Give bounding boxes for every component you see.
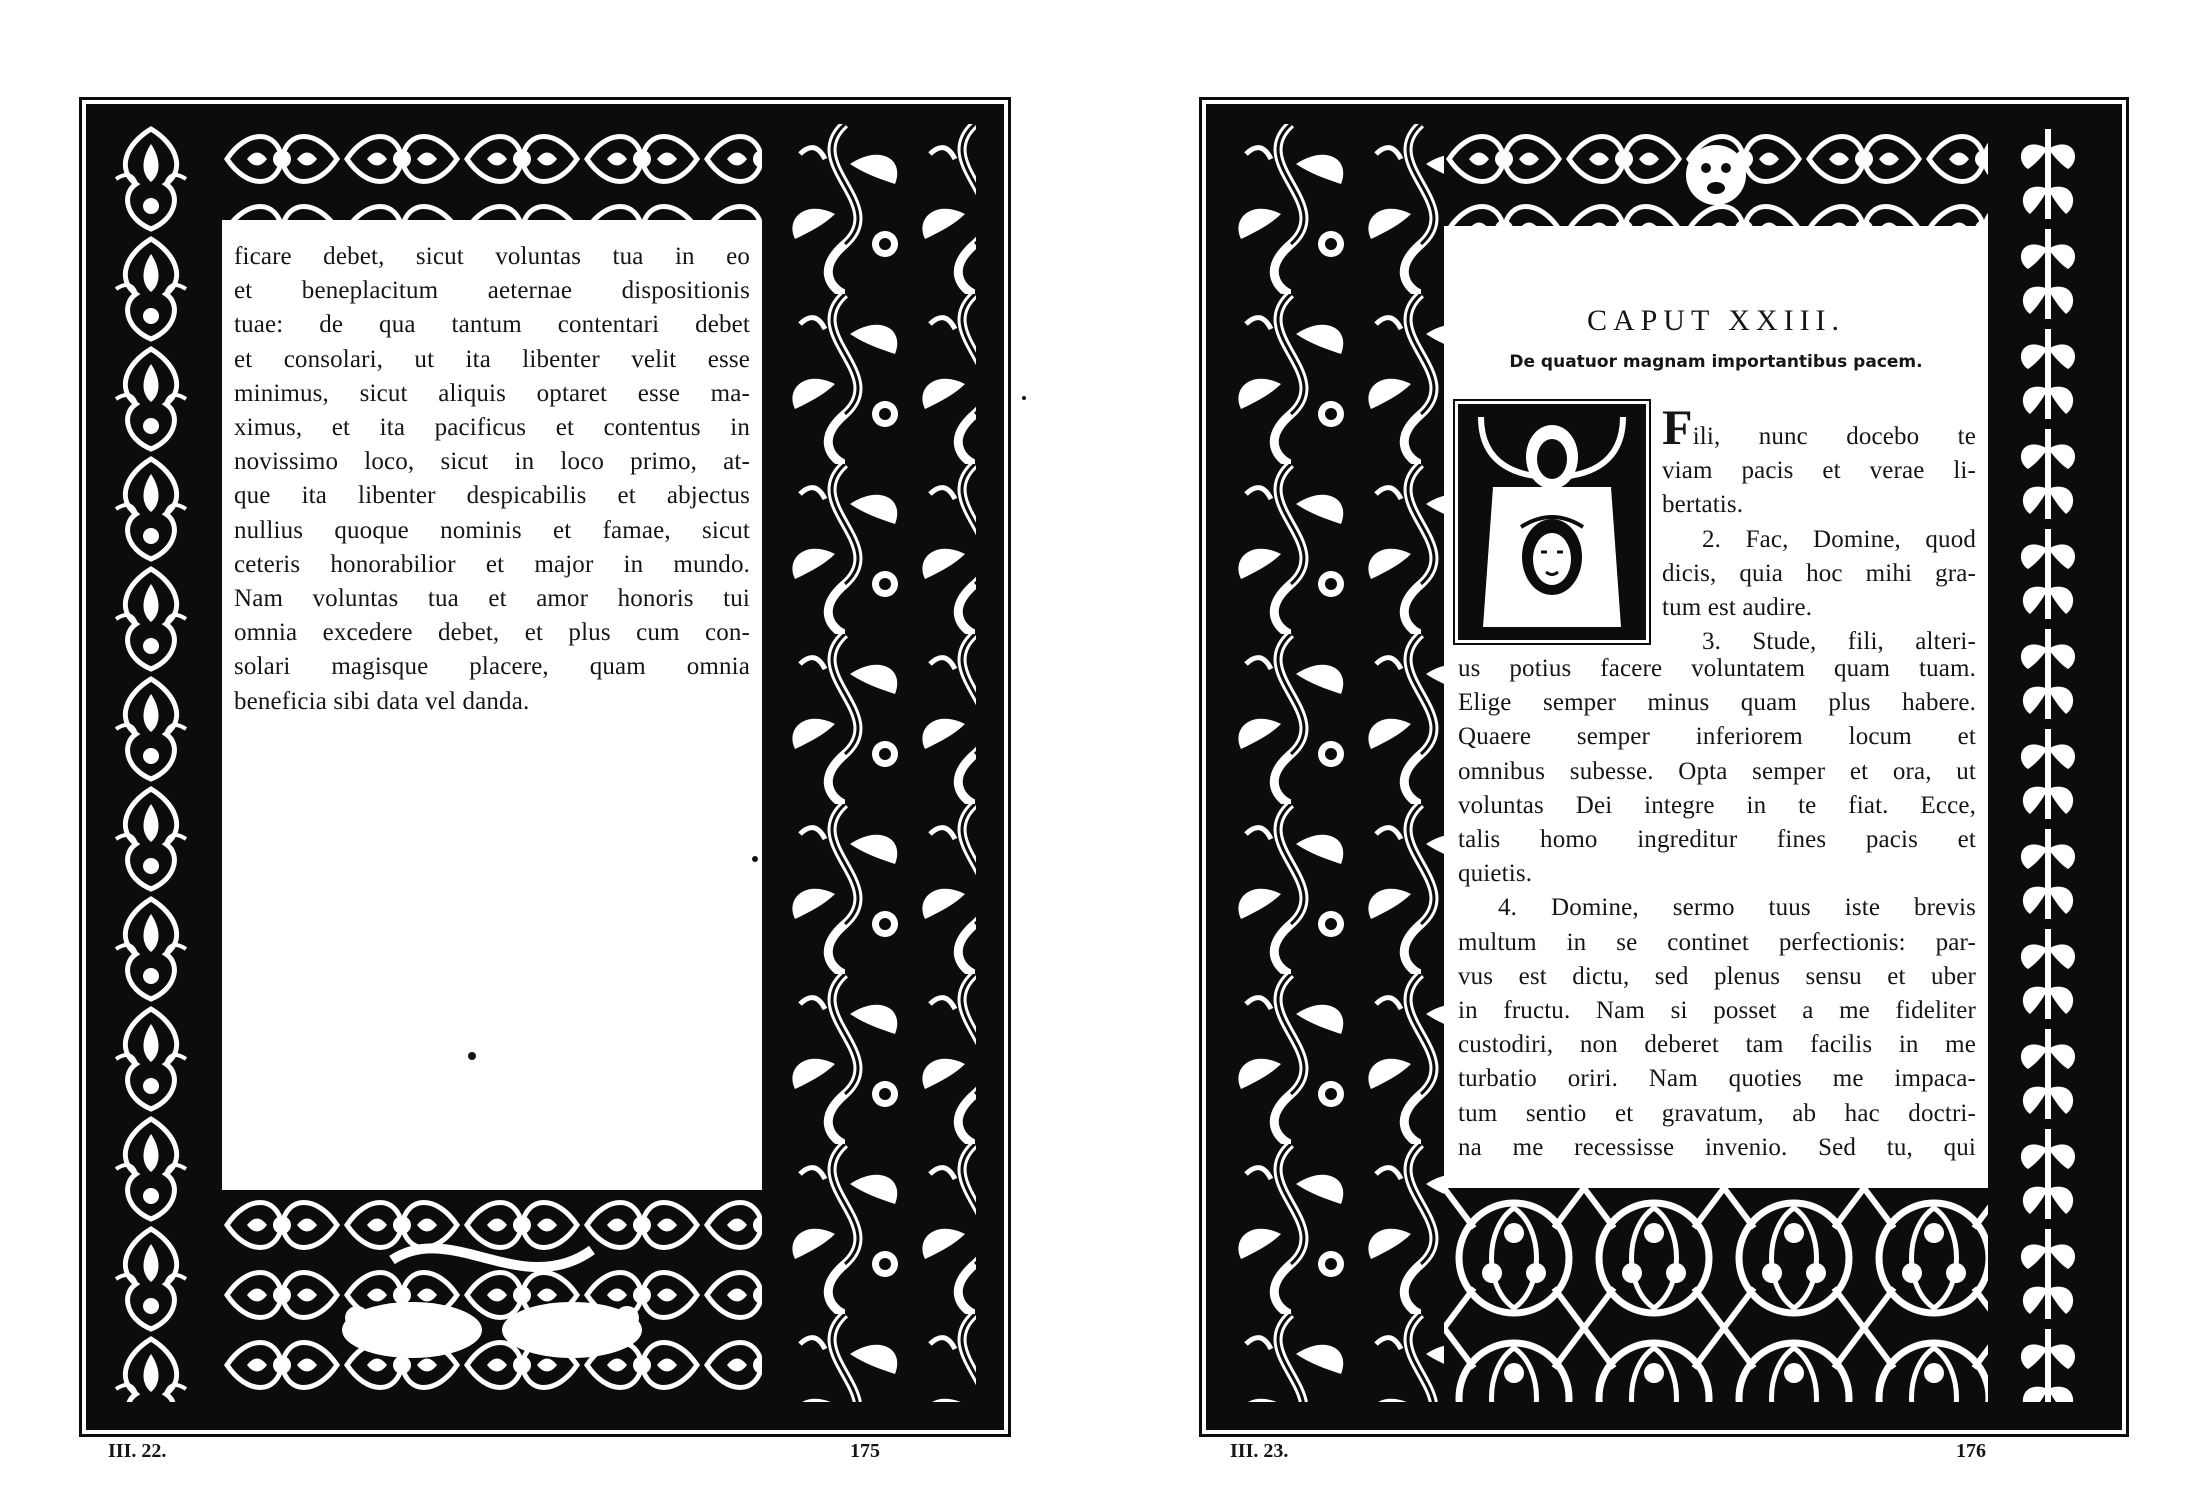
text-line: ficare debet, sicut voluntas tua in eo [234,243,750,270]
right-page [1098,0,2196,1500]
text-line: tum est audire. [1662,594,1813,622]
text-line: Nam voluntas tua et amor honoris tui [234,585,750,613]
birds-band-icon [222,1190,762,1402]
text-line: et beneplacitum aeternae dispositionis [234,277,750,305]
text-line: nullius quoque nominis et famae, sicut [234,516,750,544]
ink-speck [752,856,758,862]
text-line: voluntas Dei integre in te fiat. Ecce, [1458,791,1976,819]
text-line: tuae: de qua tantum contentari debet [234,311,750,339]
illuminated-initial [1458,404,1646,640]
text-line: in fructu. Nam si posset a me fideliter [1458,997,1976,1025]
right-body-text [1458,652,1976,1165]
text-span: ili, nunc docebo te [1692,423,1976,450]
text-line: que ita libenter despicabilis et abjectus [234,482,750,510]
running-head-left: III. 23. [1230,1440,1289,1462]
thistle-vine-icon [780,124,976,1402]
left-body-text [234,240,750,719]
text-line: bertatis. [1662,491,1744,519]
chapter-subtitle: De quatuor magnam importantibus pacem. [1509,352,1923,372]
text-line: dicis, quia hoc mihi gra- [1662,559,1976,587]
text-line: novissimo loco, sicut in loco primo, at- [234,448,750,476]
ink-speck [1022,396,1026,400]
text-line: us potius facere voluntatem quam tuam. [1458,655,1976,682]
text-line [1662,399,1976,455]
ink-speck [468,1052,476,1060]
drop-cap: F [1662,399,1693,455]
text-line: Elige semper minus quam plus habere. [1458,689,1976,717]
acanthus-band-icon [222,124,762,220]
fleuron-column-icon [2008,124,2094,1402]
grotesque-mask-band-icon [1444,124,1988,226]
page-number: 175 [850,1440,880,1462]
text-line: 4. Domine, sermo tuus iste brevis [1498,894,1976,922]
text-line: quietis. [1458,860,1533,888]
text-line: 3. Stude, fili, alteri- [1702,628,1976,656]
text-line: tum sentio et gravatum, ab hac doctri- [1458,1099,1976,1127]
chapter-title: CAPUT XXIII. [1586,304,1846,337]
text-line: omnibus subesse. Opta semper et ora, ut [1458,757,1976,785]
text-line: na me recessisse invenio. Sed tu, qui [1458,1133,1976,1161]
text-line: et consolari, ut ita libenter velit esse [234,345,750,373]
text-line: 2. Fac, Domine, quod [1702,525,1976,553]
page-number: 176 [1956,1440,1986,1462]
text-line: ximus, et ita pacificus et contentus in [234,414,750,442]
text-line: ceteris honorabilior et major in mundo. [234,550,750,578]
veronica-veil-icon [1461,407,1643,637]
text-line: turbatio oriri. Nam quoties me impaca- [1458,1065,1976,1093]
text-line: omnia excedere debet, et plus cum con- [234,619,750,647]
text-line: talis homo ingreditur fines pacis et [1458,826,1976,854]
text-line: custodiri, non deberet tam facilis in me [1458,1031,1976,1059]
text-line: minimus, sicut aliquis optaret esse ma- [234,379,750,407]
text-line: vus est dictu, sed plenus sensu et uber [1458,962,1976,990]
scroll-foliage-icon [106,124,202,1402]
initial-text-block [1662,399,1976,659]
gothic-tracery-icon [1444,1188,1988,1402]
text-line: solari magisque placere, quam omnia [234,653,750,681]
text-line: multum in se continet perfectionis: par- [1458,928,1976,956]
text-line: viam pacis et verae li- [1662,457,1976,485]
text-line: Quaere semper inferiorem locum et [1458,723,1976,751]
running-head-left: III. 22. [108,1440,167,1462]
text-line: beneficia sibi data vel danda. [234,687,530,715]
